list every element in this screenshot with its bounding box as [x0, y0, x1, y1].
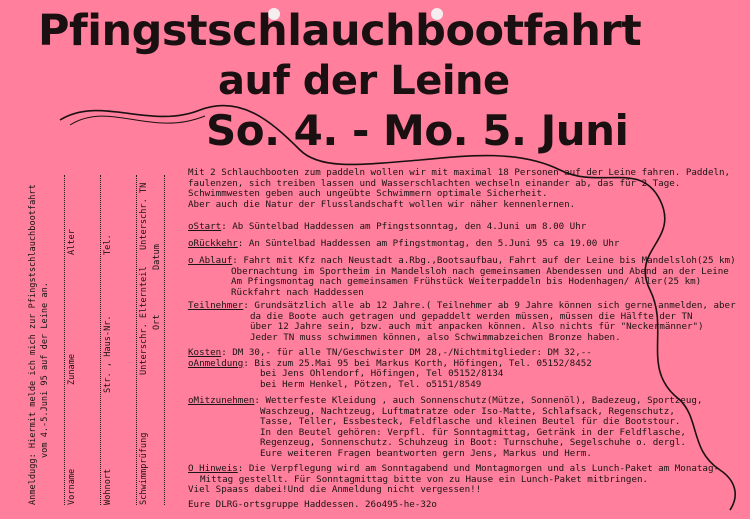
mitzunehmen-line: In den Beutel gehören: Verpfl. für Sonntagmittag, Getränk in der Feldflasche, — [260, 426, 686, 438]
ablauf-line: : Fahrt mit Kfz nach Neustadt a.Rbg.,Bootsaufbau, Fahrt auf der Leine bis Mandelsloh(25 km) — [232, 255, 736, 266]
start-row — [188, 222, 586, 233]
zuname-label: Zuname — [67, 353, 77, 385]
ort-label: Ort — [152, 314, 162, 330]
tel-label: Tel. — [103, 234, 113, 255]
datum-label: Datum — [152, 244, 162, 270]
teilnehmer-label: Teilnehmer — [188, 300, 244, 311]
hinweis-label: O Hinweis — [188, 463, 238, 474]
intro-line: Aber auch die Natur der Flusslandschaft wollen wir näher kennenlernen. — [188, 198, 576, 210]
teilnehmer-row — [188, 301, 736, 312]
start-text: : Ab Süntelbad Haddessen am Pfingstsonntag, den 4.Juni um 8.00 Uhr — [221, 221, 587, 232]
teilnehmer-line: Jeder TN muss schwimmen können, also Schwimmabzeichen Bronze haben. — [250, 331, 621, 343]
mitzunehmen-line: Regenzeug, Sonnenschutz. Schuhzeug in Boot: Turnschuhe, Segelschuhe o. dergl. — [260, 437, 686, 449]
teilnehmer-line: da die Boote auch getragen und gepaddelt werden müssen, müssen die Hälfte der TN — [250, 310, 693, 322]
mitzunehmen-line: Tasse, Teller, Essbesteck, Feldflasche und kleinen Beutel für die Bootstour. — [260, 416, 681, 428]
teilnehmer-continued — [250, 312, 704, 344]
field-line-address[interactable] — [100, 175, 101, 505]
mitzunehmen-line: Waschzeug, Nachtzeug, Luftmatratze oder Iso-Matte, Schlafsack, Regenschutz, — [260, 405, 675, 417]
hinweis-line: : Die Verpflegung wird am Sonntagabend und Montagmorgen und als Lunch-Paket am Monatag- — [237, 463, 720, 474]
teilnehmer-line: : Grundsätzlich alle ab 12 Jahre.( Teilnehmer ab 9 Jahre können sich gerne anmelden, aber — [243, 300, 736, 311]
unterschr-tn-label: Unterschr. TN — [139, 182, 149, 250]
form-statement-1: Anmeldugg: Hiermit melde ich mich zur Pfingstschlauchbootfahrt — [28, 184, 38, 505]
ablauf-continued — [231, 267, 729, 299]
intro-line: faulenzen, sich treiben lassen und Wasserschlachten wechseln einander ab, das für 2 Tage. — [188, 177, 681, 189]
str-label: Str. , Haus-Nr. — [103, 315, 113, 393]
intro-line: Schwimmwesten geben auch ungeübte Schwimmern optimale Sicherheit. — [188, 188, 548, 200]
rueckkehr-text: : An Süntelbad Haddessen am Pfingstmontag, den 5.Juni 95 ca 19.00 Uhr — [237, 238, 620, 249]
form-statement-2: vom 4.-5.Juni 95 auf der Leine an. — [40, 282, 50, 458]
mitzunehmen-continued — [260, 407, 686, 460]
title-line-1: Pfingstschlauchbootfahrt — [38, 6, 642, 56]
anmeldung-continued — [260, 369, 503, 390]
kosten-text: : DM 30,- für alle TN/Geschwister DM 28,-/Nichtmitglieder: DM 32,-- — [221, 347, 592, 358]
mitzunehmen-row — [188, 396, 702, 407]
kosten-label: Kosten — [188, 347, 222, 358]
wohnort-label: Wohnort — [103, 468, 113, 505]
hinweis-line: Mittag gestellt. Für Sonntagmittag bitte von zu Hause ein Lunch-Paket mitbringen. — [200, 473, 649, 485]
field-line-name[interactable] — [64, 175, 65, 505]
mitzunehmen-line: : Wetterfeste Kleidung , auch Sonnenschutz(Mütze, Sonnenöl), Badezeug, Sportzeug, — [254, 395, 703, 406]
closing-line: Viel Spaass dabei!Und die Anmeldung nicht vergessen!! — [188, 484, 482, 496]
intro-line: Mit 2 Schlauchbooten zum paddeln wollen wir mit maximal 18 Personen auf der Leine fahren. Paddeln, — [188, 167, 731, 178]
field-line-date[interactable] — [164, 175, 165, 505]
title-line-3: So. 4. - Mo. 5. Juni — [206, 106, 629, 155]
rueckkehr-row — [188, 239, 619, 250]
anmeldung-line: bei Herm Henkel, Pötzen, Tel. o5151/8549 — [260, 378, 482, 390]
mitzunehmen-label: oMitzunehmen — [188, 395, 255, 406]
ablauf-line: Obernachtung im Sportheim in Mandelsloh nach gemeinsamen Abendessen und Abend an der Leine — [231, 265, 729, 277]
title-line-2: auf der Leine — [218, 58, 510, 104]
ablauf-line: Rückfahrt nach Haddessen — [231, 286, 364, 298]
ablauf-row — [188, 256, 736, 267]
ablauf-label: o Ablauf — [188, 255, 233, 266]
field-line-signatures[interactable] — [136, 175, 137, 505]
teilnehmer-line: über 12 Jahre sein, bzw. auch mit anpacken können. Also nichts für "Neckermänner") — [250, 321, 704, 333]
anmeldung-line: : Bis zum 25.Mai 95 bei Markus Korth, Höfingen, Tel. 05152/8452 — [243, 357, 592, 369]
anmeldung-label: oAnmeldung — [188, 357, 244, 369]
unterschr-eltern-label: Unterschr. Elternteil — [139, 266, 149, 375]
vorname-label: Vorname — [67, 468, 77, 505]
ablauf-line: Am Pfingsmontag nach gemeinsamen Frühstück Weiterpaddeln bis Hodenhagen/ Aller(25 km) — [231, 276, 702, 288]
rueckkehr-label: oRückkehr — [188, 238, 238, 249]
start-label: oStart — [188, 221, 222, 232]
schwimm-label: Schwimmprüfung — [139, 432, 149, 505]
signature-line: Eure DLRG-ortsgruppe Haddessen. 26o495-he-32o — [188, 499, 437, 510]
intro-paragraph — [188, 168, 733, 210]
hinweis-row — [188, 464, 719, 475]
alter-label: Alter — [67, 229, 77, 255]
mitzunehmen-line: Eure weiteren Fragen beantworten gern Jens, Markus und Herm. — [260, 447, 592, 459]
anmeldung-line: bei Jens Ohlendorf, Höfingen, Tel 05152/8134 — [260, 368, 504, 380]
body-text — [188, 167, 736, 510]
